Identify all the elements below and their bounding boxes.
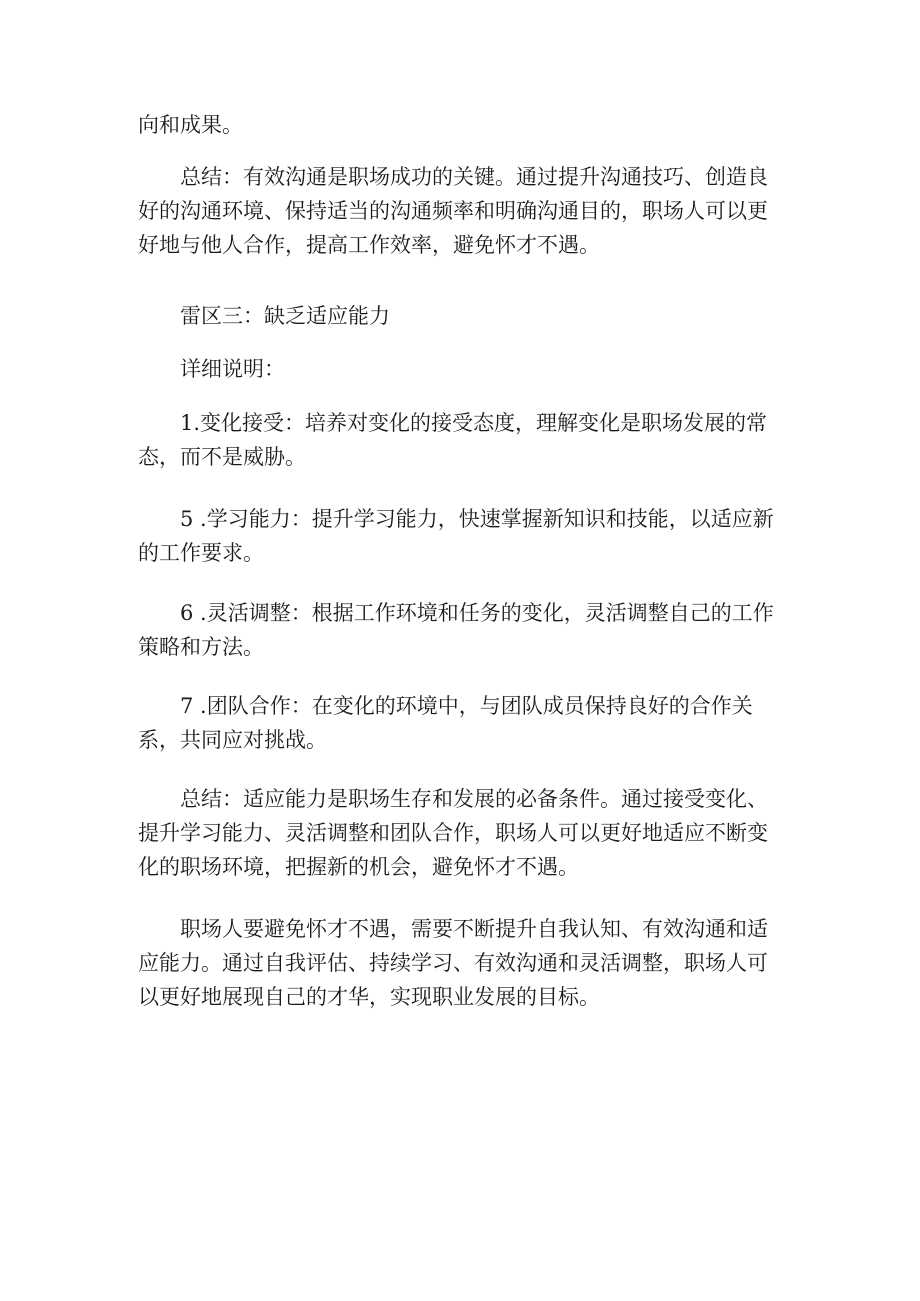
section-heading-minefield-three: 雷区三：缺乏适应能力: [138, 304, 390, 328]
list-item-teamwork: 7 .团队合作：在变化的环境中，与团队成员保持良好的合作关系，共同应对挑战。: [138, 694, 753, 752]
list-item-flexible-adjustment: 6 .灵活调整：根据工作环境和任务的变化，灵活调整自己的工作策略和方法。: [138, 601, 774, 659]
section-subheading-details: 详细说明：: [138, 357, 285, 381]
list-item-change-acceptance: 1.变化接受：培养对变化的接受态度，理解变化是职场发展的常态，而不是威胁。: [138, 411, 768, 469]
list-item-learning-ability: 5 .学习能力：提升学习能力，快速掌握新知识和技能，以适应新的工作要求。: [138, 507, 774, 565]
paragraph-continuation: 向和成果。: [138, 113, 243, 137]
paragraph-conclusion: 职场人要避免怀才不遇，需要不断提升自我认知、有效沟通和适应能力。通过自我评估、持续学习、有效沟通和灵活调整，职场人可以更好地展现自己的才华，实现职业发展的目标。: [138, 917, 768, 1009]
paragraph-communication-summary: 总结：有效沟通是职场成功的关键。通过提升沟通技巧、创造良好的沟通环境、保持适当的沟通频率和明确沟通目的，职场人可以更好地与他人合作，提高工作效率，避免怀才不遇。: [138, 165, 768, 257]
paragraph-adaptability-summary: 总结：适应能力是职场生存和发展的必备条件。通过接受变化、提升学习能力、灵活调整和团队合作，职场人可以更好地适应不断变化的职场环境，把握新的机会，避免怀才不遇。: [138, 787, 768, 879]
